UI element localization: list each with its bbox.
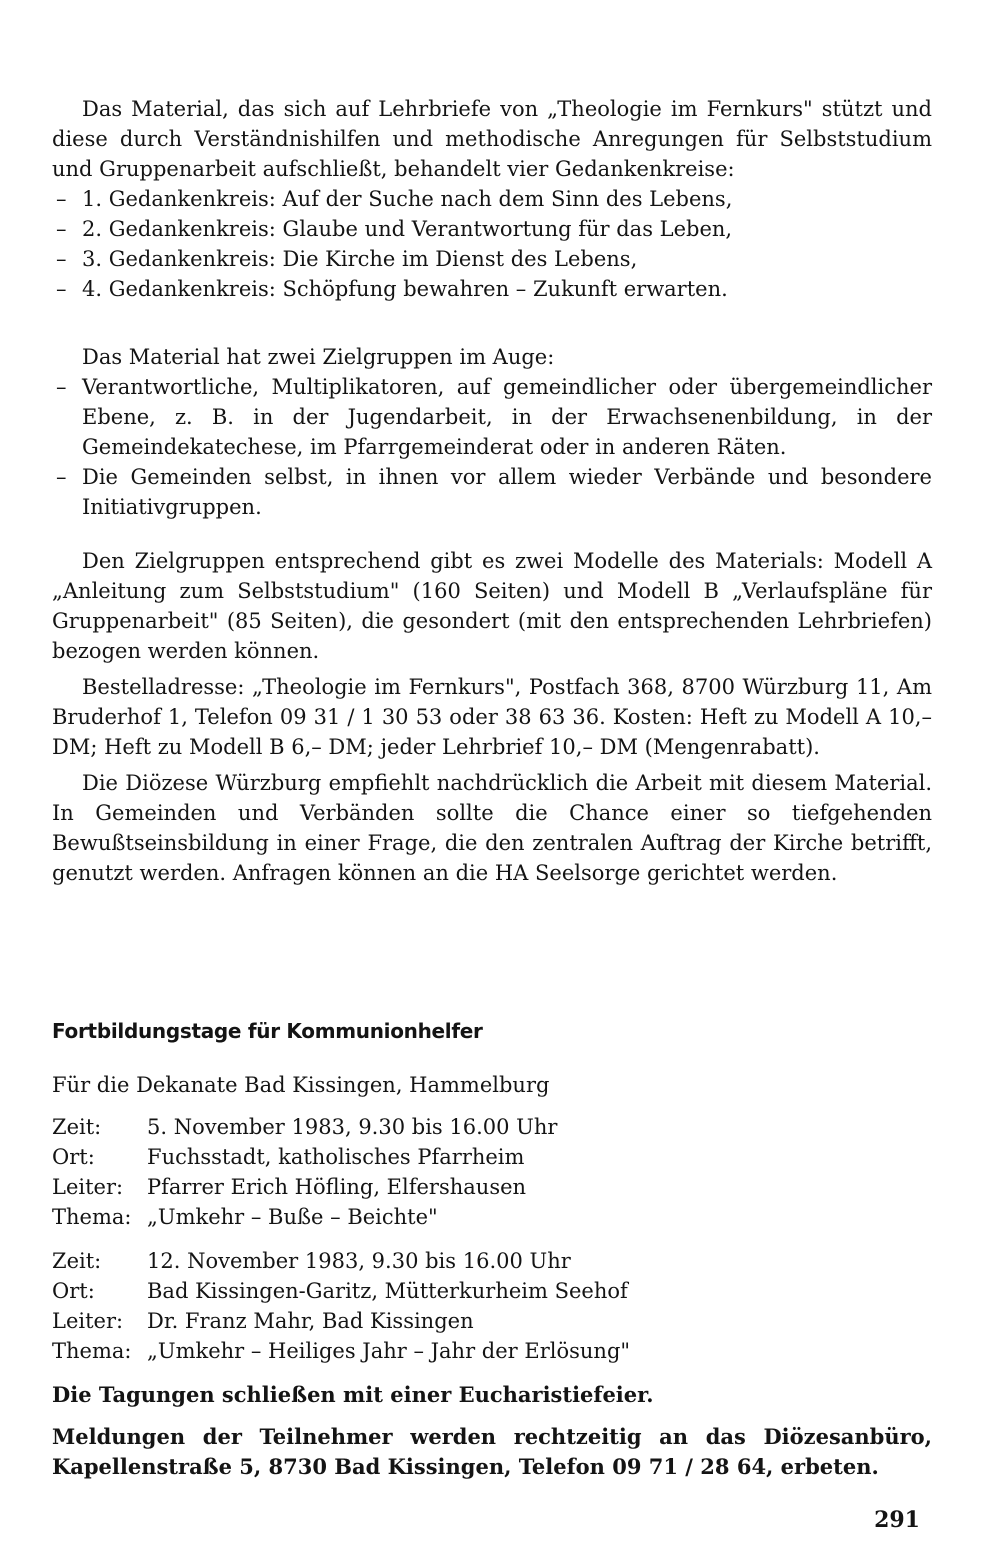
- row-value: „Umkehr – Heiliges Jahr – Jahr der Erlösung": [147, 1339, 631, 1363]
- list-item: – 3. Gedankenkreis: Die Kirche im Dienst des Lebens,: [52, 244, 932, 274]
- closing-line: Die Tagungen schließen mit einer Eucharistiefeier.: [52, 1382, 654, 1407]
- row-value: 12. November 1983, 9.30 bis 16.00 Uhr: [147, 1249, 571, 1273]
- event-schedule: [52, 1112, 932, 1232]
- list-item: – 1. Gedankenkreis: Auf der Suche nach dem Sinn des Lebens,: [52, 184, 932, 214]
- row-value: Dr. Franz Mahr, Bad Kissingen: [147, 1309, 474, 1333]
- list-item: – 2. Gedankenkreis: Glaube und Verantwortung für das Leben,: [52, 214, 932, 244]
- deaneries-line: Für die Dekanate Bad Kissingen, Hammelburg: [52, 1073, 550, 1097]
- row-label: Leiter:: [52, 1309, 124, 1333]
- event-schedule: [52, 1246, 932, 1366]
- row-label: Ort:: [52, 1145, 95, 1169]
- row-value: 5. November 1983, 9.30 bis 16.00 Uhr: [147, 1115, 558, 1139]
- models-paragraph: Den Zielgruppen entsprechend gibt es zwei Modelle des Materials: Modell A „Anleitung zum Selbststudium" (160 Seiten) und Modell B „Verlaufspläne für Gruppenarbeit" (85 Seiten), die gesondert (mit den entsprechenden Lehrbriefen) bezogen werden können.: [52, 549, 932, 663]
- models-block: [52, 546, 932, 888]
- list-item: – 4. Gedankenkreis: Schöpfung bewahren – Zukunft erwarten.: [52, 274, 932, 304]
- thought-circles-list: [52, 184, 932, 304]
- row-value: „Umkehr – Buße – Beichte": [147, 1205, 438, 1229]
- page-number: 291: [874, 1507, 920, 1533]
- registration-paragraph: Meldungen der Teilnehmer werden rechtzeitig an das Diözesanbüro, Kapellenstraße 5, 8730 Bad Kissingen, Telefon 09 71 / 28 64, erbeten.: [52, 1424, 932, 1479]
- row-label: Zeit:: [52, 1115, 102, 1139]
- recommendation-paragraph: Die Diözese Würzburg empfiehlt nachdrücklich die Arbeit mit diesem Material. In Gemeinden und Verbänden sollte die Chance einer so tiefgehenden Bewußtseinsbildung in einer Frage, die den zentralen Auftrag der Kirche betrifft, genutzt werden. Anfragen können an die HA Seelsorge gerichtet werden.: [52, 771, 932, 885]
- list-item: – Verantwortliche, Multiplikatoren, auf gemeindlicher oder übergemeindlicher Ebene, z. B. in der Jugendarbeit, in der Erwachsenenbildung, in der Gemeindekatechese, im Pfarrgemeinderat oder in anderen Räten.: [52, 372, 932, 462]
- row-label: Leiter:: [52, 1175, 124, 1199]
- intro-block: [52, 94, 932, 304]
- list-item: – Die Gemeinden selbst, in ihnen vor allem wieder Verbände und besondere Initiativgruppen.: [52, 462, 932, 522]
- row-label: Zeit:: [52, 1249, 102, 1273]
- row-value: Pfarrer Erich Höfling, Elfershausen: [147, 1175, 527, 1199]
- row-value: Bad Kissingen-Garitz, Mütterkurheim Seehof: [147, 1279, 628, 1303]
- target-groups-list: [52, 372, 932, 522]
- row-value: Fuchsstadt, katholisches Pfarrheim: [147, 1145, 525, 1169]
- order-address-paragraph: Bestelladresse: „Theologie im Fernkurs", Postfach 368, 8700 Würzburg 11, Am Bruderhof 1, Telefon 09 31 / 1 30 53 oder 38 63 36. Kosten: Heft zu Modell A 10,– DM; Heft zu Modell B 6,– DM; jeder Lehrbrief 10,– DM (Mengenrabatt).: [52, 675, 932, 759]
- section-heading: Fortbildungstage für Kommunionhelfer: [52, 1019, 483, 1043]
- audience-paragraph: Das Material hat zwei Zielgruppen im Auge:: [82, 345, 555, 369]
- row-label: Ort:: [52, 1279, 95, 1303]
- training-section: [52, 1016, 932, 1482]
- row-label: Thema:: [52, 1205, 132, 1229]
- audience-block: [52, 342, 932, 522]
- intro-paragraph: Das Material, das sich auf Lehrbriefe von „Theologie im Fernkurs" stützt und diese durch Verständnishilfen und methodische Anregungen für Selbststudium und Gruppenarbeit aufschließt, behandelt vier Gedankenkreise:: [52, 97, 932, 181]
- row-label: Thema:: [52, 1339, 132, 1363]
